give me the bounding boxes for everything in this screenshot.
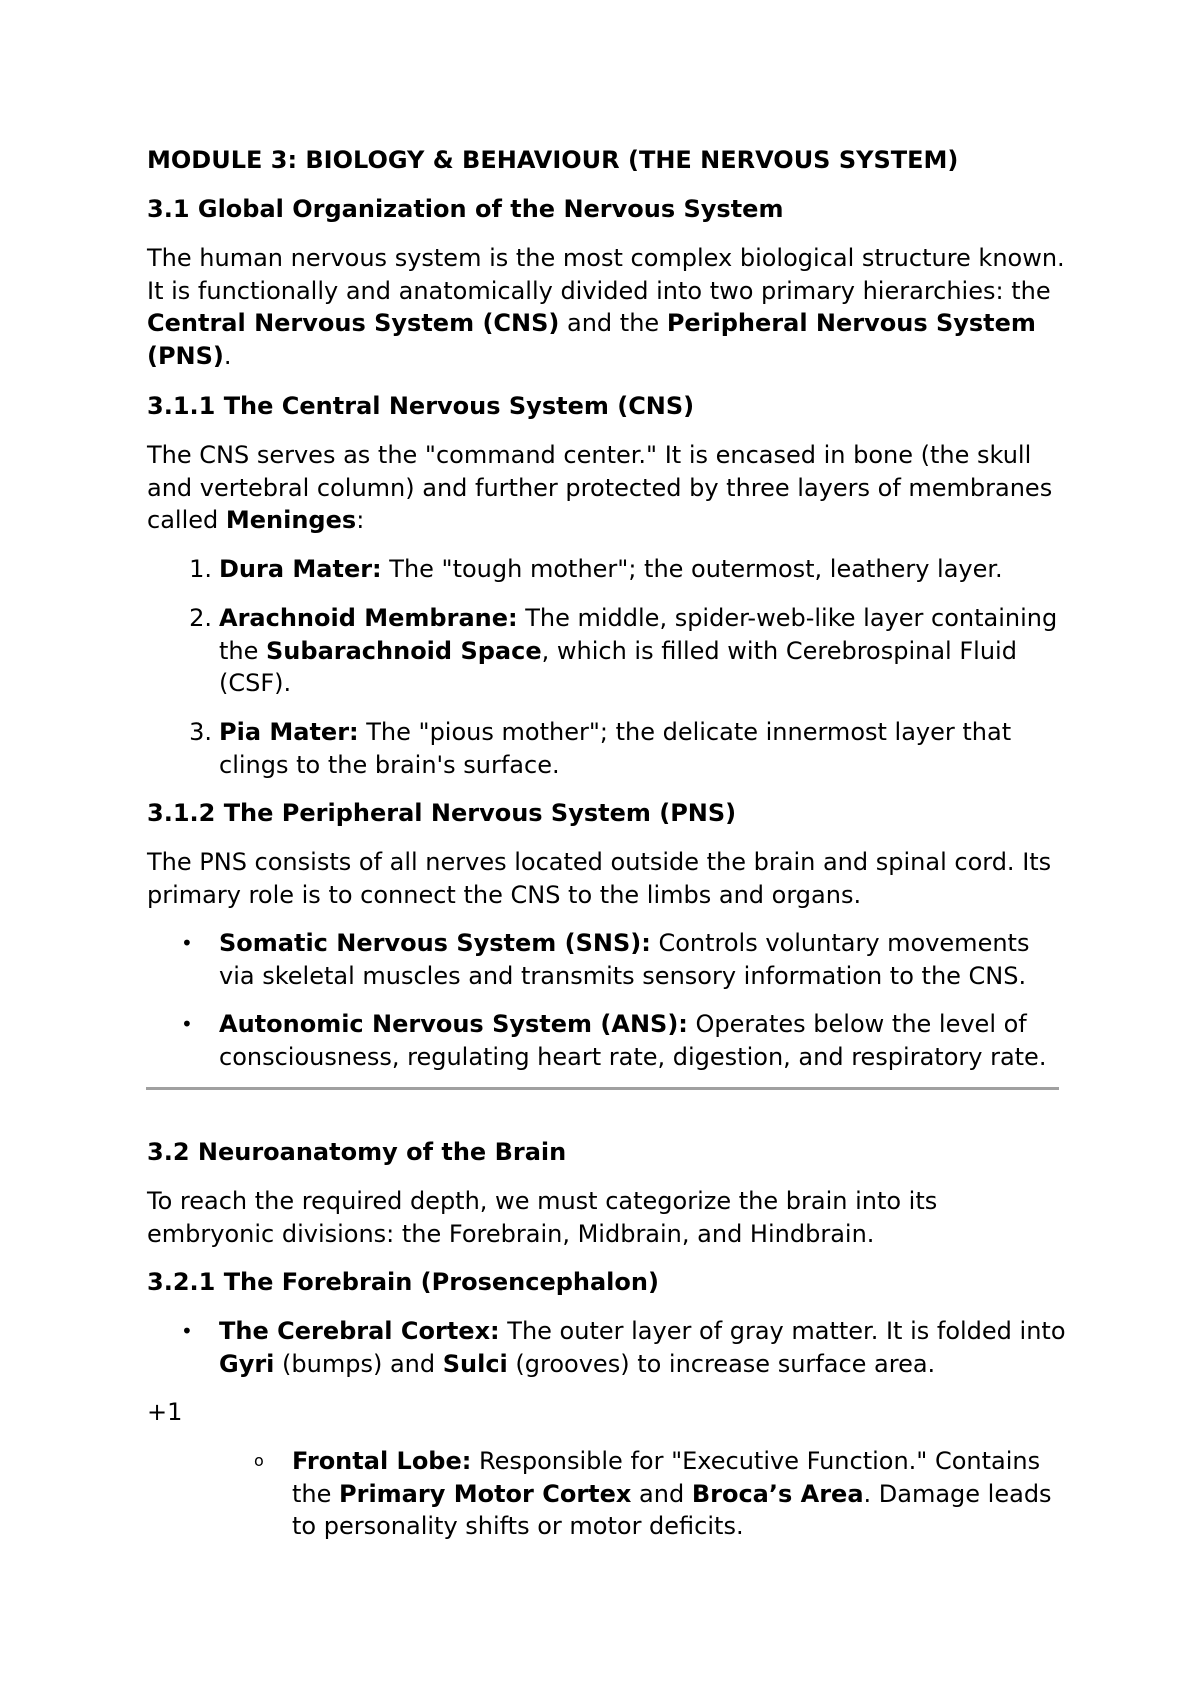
gyri-term: Gyri [219,1349,275,1378]
section-heading-3-1-1: 3.1.1 The Central Nervous System (CNS) [147,392,695,420]
section-heading-3-1: 3.1 Global Organization of the Nervous System [147,195,784,223]
list-item-term: Arachnoid Membrane: [219,604,518,632]
paragraph-text: : [356,506,365,534]
list-item-arachnoid [219,602,1069,700]
list-item-pia-mater [219,716,1069,781]
list-item-cerebral-cortex [219,1315,1069,1380]
list-item-term: Autonomic Nervous System (ANS): [219,1010,688,1038]
list-item-text: (grooves) to increase surface area. [507,1349,936,1378]
brocas-area-term: Broca’s Area [691,1479,864,1508]
sulci-term: Sulci [442,1349,508,1378]
horizontal-divider [146,1087,1059,1090]
list-item-term: Pia Mater: [219,718,359,746]
module-title: MODULE 3: BIOLOGY & BEHAVIOUR (THE NERVOUS SYSTEM) [147,146,959,174]
list-item-term: Dura Mater: [219,555,382,583]
plus-one-text: +1 [147,1398,183,1426]
list-item-text: Operates below the level of consciousness, regulating heart rate, digestion, and respiratory rate. [219,1010,1047,1071]
list-item-text: Controls voluntary movements via skeletal muscles and transmits sensory information to the CNS. [219,929,1030,990]
list-item-term: The Cerebral Cortex: [219,1317,500,1345]
list-item-text: The "tough mother"; the outermost, leathery layer. [381,555,1003,583]
paragraph-text: and the [559,309,667,337]
list-number: 3. [189,718,212,746]
section-3-1-2-paragraph: The PNS consists of all nerves located outside the brain and spinal cord. Its primary role is to connect the CNS to the limbs and organs. [147,848,1052,909]
bullet-icon: • [181,931,193,955]
bullet-icon: • [181,1012,193,1036]
list-number: 1. [189,555,212,583]
paragraph-text: The human nervous system is the most complex biological structure known. It is functionally and anatomically divided into two primary hierarchies: the [147,244,1065,305]
section-3-2-paragraph: To reach the required depth, we must categorize the brain into its embryonic divisions: the Forebrain, Midbrain, and Hindbrain. [147,1187,938,1248]
section-3-1-paragraph [147,242,1067,372]
paragraph-text: . [223,341,232,370]
meninges-term: Meninges [225,506,357,534]
list-item-text: The outer layer of gray matter. It is folded into [499,1317,1066,1345]
bullet-icon: • [181,1319,193,1343]
list-item-frontal-lobe [292,1445,1072,1543]
list-item-dura-mater [219,553,1069,586]
section-heading-3-2: 3.2 Neuroanatomy of the Brain [147,1138,567,1166]
list-item-term: Frontal Lobe: [292,1447,472,1475]
section-heading-3-2-1: 3.2.1 The Forebrain (Prosencephalon) [147,1268,659,1296]
cns-term: Central Nervous System (CNS) [147,309,560,337]
circle-bullet-icon: o [254,1451,264,1470]
list-item-ans [219,1008,1069,1073]
list-item-sns [219,927,1069,992]
list-number: 2. [189,604,212,632]
pns-term: Peripheral Nervous System (PNS) [147,309,1036,370]
list-item-text: The middle, spider-web-like layer containing the [219,604,1058,665]
list-item-text: The "pious mother"; the delicate innermost layer that clings to the brain's surface. [219,718,1012,779]
section-3-1-1-paragraph [147,439,1067,537]
list-item-term: Somatic Nervous System (SNS): [219,929,651,957]
list-item-text: , which is filled with Cerebrospinal Fluid (CSF). [219,636,1017,697]
list-item-text: . Damage leads to personality shifts or motor deficits. [292,1479,1052,1540]
list-item-text: Responsible for "Executive Function." Contains the [292,1447,1041,1508]
list-item-text: and [631,1479,692,1508]
primary-motor-cortex-term: Primary Motor Cortex [339,1479,632,1508]
section-heading-3-1-2: 3.1.2 The Peripheral Nervous System (PNS) [147,799,737,827]
paragraph-text: The CNS serves as the "command center." It is encased in bone (the skull and vertebral column) and further protected by three layers of membranes called [147,441,1053,534]
list-item-text: (bumps) and [274,1349,443,1378]
subarachnoid-term: Subarachnoid Space [266,636,542,665]
